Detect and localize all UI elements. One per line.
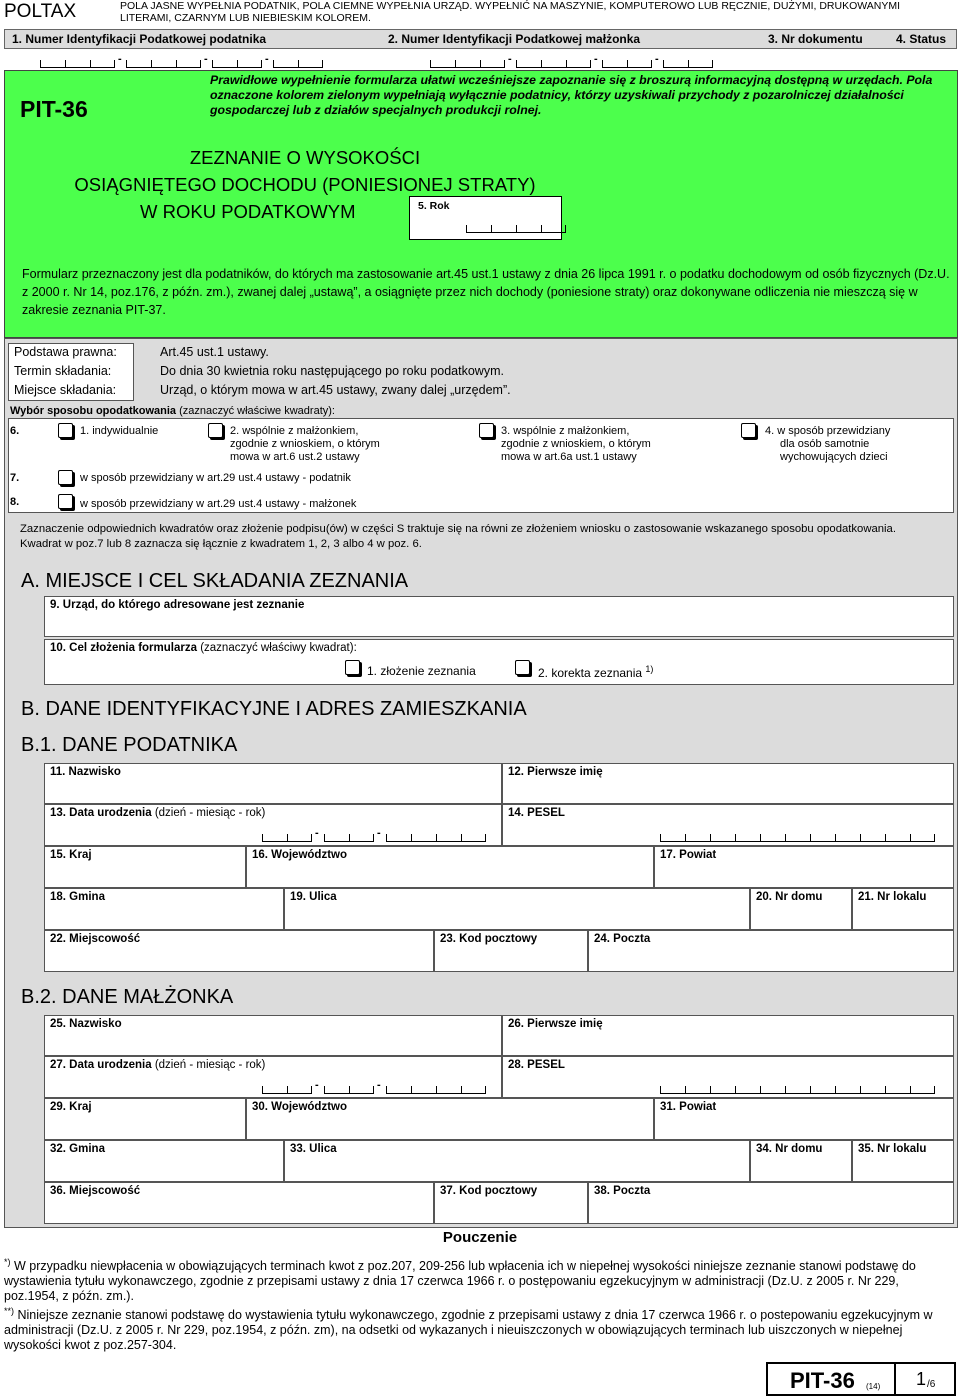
footer-page-total: /6 <box>927 1379 936 1390</box>
note-1-mark: *) <box>4 1257 11 1267</box>
checkbox-joint-6a[interactable] <box>479 423 494 438</box>
checkbox-joint-6-icon <box>208 423 223 438</box>
field-30-label: 30. Województwo <box>252 1101 347 1113</box>
field-34-label: 34. Nr domu <box>756 1143 823 1155</box>
field-38-label: 38. Poczta <box>594 1185 651 1197</box>
field-25-label: 25. Nazwisko <box>50 1018 122 1030</box>
field-2-label: 2. Numer Identyfikacji Podatkowej małżonka <box>388 32 641 46</box>
field-33-street[interactable] <box>284 1140 750 1182</box>
note-2-text: Niniejsze zeznanie stanowi podstawę do wystawienia tytułu wykonawczego, zgodnie z przepisami ustawy z dnia 17 czerwca 1966 r. o postepowaniu egzekucyjnym w administracji (Dz.U. z 2005 r. Nr 229, poz.1954, z późn. zm), na odsetki od wykazanych i nieuiszczonych w obowiązujących terminach lub uiszczonych w niepełnej wysokości kwot z poz.257-304. <box>4 1308 933 1353</box>
opt4-line3: wychowujących dzieci <box>780 451 888 463</box>
checkbox-individual-icon <box>58 423 73 438</box>
checkbox-joint-6a-icon <box>479 423 494 438</box>
note-1-text: W przypadku niewpłacenia w obowiązujących terminach kwot z poz.207, 209-256 lub wpłacenia ich w niepełnej wysokości niniejsze zeznanie stanowi podstawę do wystawienia tytułu wykonawczego, zgodnie z przepisami ustawy z dnia 17 czerwca 1966 r. o postępowaniu egzekucyjnym w administracji (Dz.U. z 2005 r. Nr 229, poz.1954, z późn. zm.). <box>4 1259 916 1304</box>
checkbox-art29-spouse-icon <box>58 494 73 509</box>
field-14-label: 14. PESEL <box>508 807 565 819</box>
field-26-label: 26. Pierwsze imię <box>508 1018 603 1030</box>
checkbox-single-parent[interactable] <box>741 423 756 438</box>
checkbox-single-parent-icon <box>741 423 756 438</box>
field-13-hint: (dzień - miesiąc - rok) <box>154 807 266 819</box>
field-37-label: 37. Kod pocztowy <box>440 1185 538 1197</box>
footer-version: (14) <box>866 1382 881 1391</box>
nip-spouse-input[interactable]: - - - <box>430 52 730 70</box>
field-13-title: 13. Data urodzenia <box>50 807 152 819</box>
field-12-label: 12. Pierwsze imię <box>508 766 603 778</box>
opt2-label <box>230 425 380 464</box>
spouse-birth-date-cells: - - <box>262 1081 492 1095</box>
checkbox-filing-icon <box>345 660 360 675</box>
intro-note: Prawidłowe wypełnienie formularza ułatwi wcześniejsze zapoznanie się z broszurą informacyjną dostępną w urzędach. Pola oznaczone kolorem zielonym wypełniają wyłącznie podatnicy, którzy uzyskiwali przychody z pozarolniczej działalności gospodarczej lub z działów specjalnych produkcji rolnej. <box>210 73 933 117</box>
row7-label: w sposób przewidziany w art.29 ust.4 ustawy - podatnik <box>80 472 351 484</box>
footer-code: PIT-36 <box>790 1368 855 1393</box>
basis-label: Podstawa prawna: <box>14 345 117 359</box>
field-32-label: 32. Gmina <box>50 1143 105 1155</box>
basis-value: Art.45 ust.1 ustawy. <box>160 345 269 359</box>
field-36-label: 36. Miejscowość <box>50 1185 141 1197</box>
form-title-line2: OSIĄGNIĘTEGO DOCHODU (PONIESIONEJ STRATY) <box>74 174 536 195</box>
opt2-line2: zgodnie z wnioskiem, o którym <box>230 438 380 450</box>
field-10-hint: (zaznaczyć właściwy kwadrat): <box>200 642 357 654</box>
field-29-label: 29. Kraj <box>50 1101 92 1113</box>
form-title-line1: ZEZNANIE O WYSOKOŚCI <box>189 147 421 168</box>
correction-footnote: 1) <box>645 664 654 674</box>
deadline-label: Termin składania: <box>14 364 112 378</box>
checkbox-art29-spouse[interactable] <box>58 494 73 509</box>
purpose-text: Formularz przeznaczony jest dla podatników, do których ma zastosowanie art.45 ust.1 ustawy z dnia 26 lipca 1991 r. o podatku dochodowym od osób fizycznych (Dz.U. z 2000 r. Nr 14, poz.176, z późn. zm.), zwanej dalej „ustawą”, a osiągnięte przez nich dochody (poniesione straty) oraz dokonywane odliczenia nie mieszczą się w zakresie zeznania PIT-37. <box>22 267 950 317</box>
checkbox-joint-6[interactable] <box>208 423 223 438</box>
field-4-label: 4. Status <box>896 32 947 46</box>
checkbox-correction-icon <box>515 660 530 675</box>
note-1 <box>4 1255 954 1304</box>
fill-instructions: POLA JASNE WYPEŁNIA PODATNIK, POLA CIEMNE WYPEŁNIA URZĄD. WYPEŁNIĆ NA MASZYNIE, KOMPUTEROWO LUB RĘCZNIE, DUŻYMI, DRUKOWANYMI LITERAMI, CZARNYM LUB NIEBIESKIM KOLOREM. <box>120 0 901 24</box>
pesel-cells <box>660 834 935 842</box>
field-24-label: 24. Poczta <box>594 933 651 945</box>
year-label: 5. Rok <box>418 200 450 212</box>
section-a-title: A. MIEJSCE I CEL SKŁADANIA ZEZNANIA <box>21 570 409 592</box>
field-16-label: 16. Województwo <box>252 849 347 861</box>
field-31-label: 31. Powiat <box>660 1101 717 1113</box>
note-2-mark: **) <box>4 1306 15 1316</box>
correction-label <box>538 664 653 680</box>
opt4-line1: 4. w sposób przewidziany <box>765 425 891 437</box>
field-10-title: 10. Cel złożenia formularza <box>50 642 197 654</box>
spouse-pesel-cells <box>660 1086 935 1094</box>
checkbox-art29-taxpayer[interactable] <box>58 470 73 485</box>
field-15-label: 15. Kraj <box>50 849 92 861</box>
section-b2-title: B.2. DANE MAŁŻONKA <box>21 986 234 1008</box>
opt4-line2: dla osób samotnie <box>780 438 870 450</box>
field-20-label: 20. Nr domu <box>756 891 823 903</box>
row6-num: 6. <box>10 425 20 437</box>
checkbox-art29-taxpayer-icon <box>58 470 73 485</box>
field-28-label: 28. PESEL <box>508 1059 565 1071</box>
footer-page-box <box>896 1362 956 1396</box>
field-1-label: 1. Numer Identyfikacji Podatkowej podatnika <box>12 32 267 46</box>
checkbox-individual[interactable] <box>58 423 73 438</box>
field-10-label <box>50 642 357 654</box>
field-27-title: 27. Data urodzenia <box>50 1059 152 1071</box>
opt1-label: 1. indywidualnie <box>80 425 159 437</box>
section-b1-title: B.1. DANE PODATNIKA <box>21 734 238 756</box>
field-27-label <box>50 1059 265 1071</box>
logo: POLTAX <box>4 1 77 22</box>
opt2-line1: 2. wspólnie z małżonkiem, <box>230 425 359 437</box>
field-35-label: 35. Nr lokalu <box>858 1143 927 1155</box>
nip-taxpayer-input[interactable]: - - - <box>40 52 340 70</box>
field-23-label: 23. Kod pocztowy <box>440 933 538 945</box>
notes-title: Pouczenie <box>442 1229 518 1246</box>
field-19-label: 19. Ulica <box>290 891 337 903</box>
field-9-label: 9. Urząd, do którego adresowane jest zeznanie <box>50 599 305 611</box>
note-2 <box>4 1304 954 1353</box>
field-19-street[interactable] <box>284 888 750 930</box>
opt3-line3: mowa w art.6a ust.1 ustawy <box>501 451 637 463</box>
birth-date-cells: - - <box>262 829 492 843</box>
taxation-note: Zaznaczenie odpowiednich kwadratów oraz złożenie podpisu(ów) w części S traktuje się na równi ze złożeniem wniosku o zastosowanie wskazanego sposobu opodatkowania. Kwadrat w poz.7 lub 8 zaznacza się łącznie z kwadratem 1, 2, 3 albo 4 w poz. 6. <box>20 523 896 550</box>
footer-page: 1 <box>916 1369 927 1389</box>
opt4-label <box>765 425 890 464</box>
field-27-hint: (dzień - miesiąc - rok) <box>154 1059 266 1071</box>
checkbox-filing[interactable] <box>345 660 360 675</box>
row8-label: w sposób przewidziany w art.29 ust.4 ustawy - małżonek <box>80 498 357 510</box>
field-3-label: 3. Nr dokumentu <box>768 32 863 46</box>
field-18-label: 18. Gmina <box>50 891 105 903</box>
field-17-label: 17. Powiat <box>660 849 717 861</box>
checkbox-correction[interactable] <box>515 660 530 675</box>
place-label: Miejsce składania: <box>14 383 117 397</box>
taxation-title-text: Wybór sposobu opodatkowania <box>10 405 177 417</box>
form-code: PIT-36 <box>20 96 88 122</box>
taxation-hint: (zaznaczyć właściwe kwadraty): <box>179 405 335 417</box>
deadline-value: Do dnia 30 kwietnia roku następującego po roku podatkowym. <box>160 364 504 378</box>
correction-text: 2. korekta zeznania <box>538 666 643 680</box>
opt3-line1: 3. wspólnie z małżonkiem, <box>501 425 630 437</box>
filing-label: 1. złożenie zeznania <box>367 664 476 678</box>
place-value: Urząd, o którym mowa w art.45 ustawy, zwany dalej „urzędem”. <box>160 383 511 397</box>
row8-num: 8. <box>10 496 20 508</box>
field-33-label: 33. Ulica <box>290 1143 337 1155</box>
year-field[interactable] <box>409 196 562 240</box>
form-title-line3: W ROKU PODATKOWYM <box>140 201 356 222</box>
field-13-label <box>50 807 265 819</box>
field-22-label: 22. Miejscowość <box>50 933 141 945</box>
field-21-label: 21. Nr lokalu <box>858 891 927 903</box>
opt3-label <box>501 425 651 464</box>
opt3-line2: zgodnie z wnioskiem, o którym <box>501 438 651 450</box>
opt2-line3: mowa w art.6 ust.2 ustawy <box>230 451 360 463</box>
section-b-title: B. DANE IDENTYFIKACYJNE I ADRES ZAMIESZKANIA <box>21 698 527 720</box>
row7-num: 7. <box>10 472 20 484</box>
footer-code-box <box>766 1362 896 1396</box>
taxation-title <box>10 405 335 417</box>
field-11-label: 11. Nazwisko <box>50 766 121 778</box>
